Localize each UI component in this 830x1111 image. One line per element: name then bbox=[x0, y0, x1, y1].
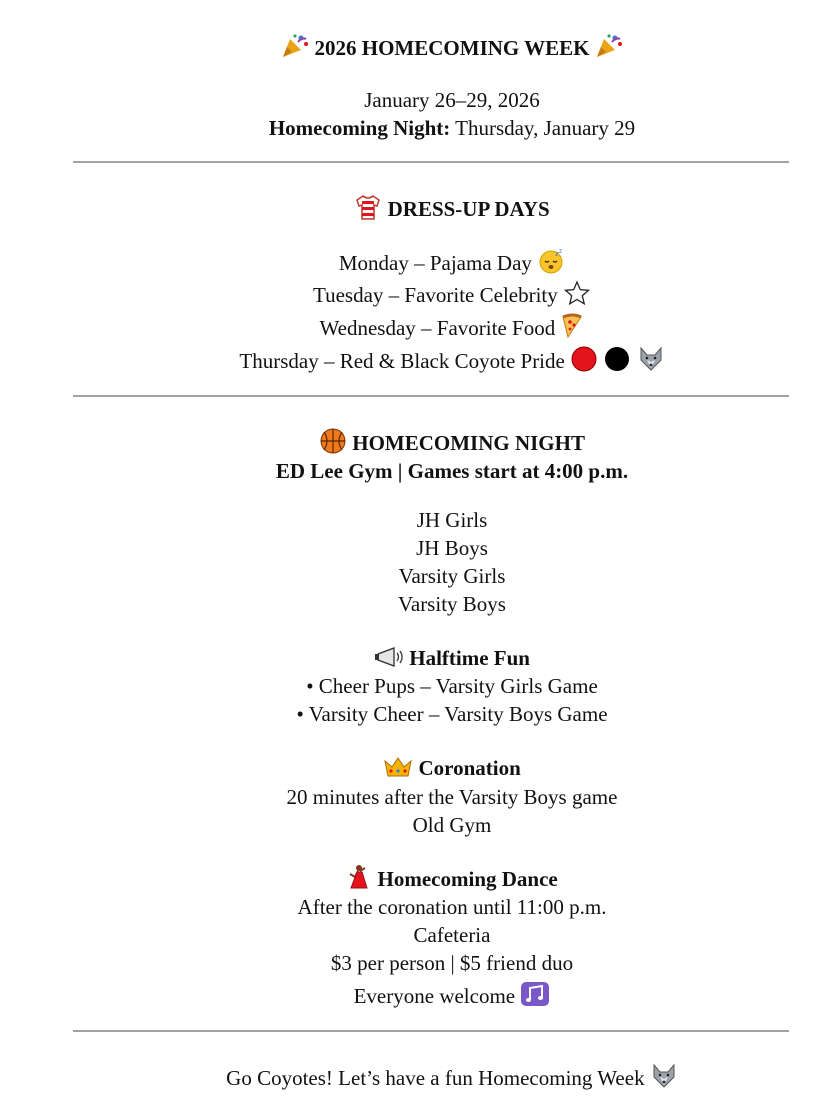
basketball-icon bbox=[319, 428, 347, 454]
coronation-location: Old Gym bbox=[412, 813, 492, 837]
night-heading: HOMECOMING NIGHT bbox=[352, 431, 585, 455]
dress-up-heading: DRESS-UP DAYS bbox=[387, 197, 550, 221]
coronation-time: 20 minutes after the Varsity Boys game bbox=[286, 785, 618, 809]
homecoming-night-date bbox=[73, 114, 830, 142]
section-divider bbox=[73, 1030, 789, 1032]
game-varsity-girls: Varsity Girls bbox=[398, 564, 506, 588]
party-popper-icon bbox=[595, 33, 623, 59]
dance-heading: Homecoming Dance bbox=[377, 867, 558, 891]
megaphone-icon bbox=[374, 645, 404, 669]
list-item bbox=[73, 346, 830, 375]
section-divider bbox=[73, 395, 789, 397]
music-notes-icon bbox=[520, 981, 550, 1007]
crown-icon bbox=[383, 755, 413, 779]
halftime-heading: Halftime Fun bbox=[409, 646, 530, 670]
pizza-icon bbox=[560, 313, 584, 339]
dancer-icon bbox=[346, 864, 372, 890]
homecoming-night-value: Thursday, January 29 bbox=[450, 116, 636, 140]
black-circle-icon bbox=[603, 346, 631, 372]
game-jh-girls: JH Girls bbox=[416, 508, 488, 532]
list-item bbox=[73, 313, 830, 342]
shirt-icon bbox=[354, 194, 382, 220]
game-varsity-boys: Varsity Boys bbox=[398, 592, 506, 616]
dance-welcome-line bbox=[73, 981, 830, 1010]
dance-welcome: Everyone welcome bbox=[353, 984, 516, 1008]
party-popper-icon bbox=[281, 33, 309, 59]
night-heading-line bbox=[73, 428, 830, 457]
svg-text:z: z bbox=[555, 250, 559, 258]
section-divider bbox=[73, 161, 789, 163]
footer-line bbox=[73, 1063, 830, 1092]
list-item bbox=[73, 280, 830, 309]
halftime-item-1: • Cheer Pups – Varsity Girls Game bbox=[306, 674, 598, 698]
svg-text:z: z bbox=[559, 248, 563, 255]
coronation-heading-line bbox=[73, 754, 830, 782]
dress-up-day-wednesday: Wednesday – Favorite Food bbox=[319, 316, 556, 340]
red-circle-icon bbox=[570, 346, 598, 372]
coronation-heading: Coronation bbox=[418, 756, 521, 780]
dress-up-day-thursday: Thursday – Red & Black Coyote Pride bbox=[239, 349, 565, 373]
homecoming-night-label: Homecoming Night: bbox=[268, 116, 451, 140]
dress-up-day-monday: Monday – Pajama Day bbox=[338, 251, 532, 275]
dance-location: Cafeteria bbox=[413, 923, 491, 947]
game-jh-boys: JH Boys bbox=[416, 536, 488, 560]
wolf-icon bbox=[637, 346, 665, 372]
page-title: 2026 HOMECOMING WEEK bbox=[314, 36, 590, 60]
halftime-heading-line bbox=[73, 644, 830, 672]
dress-up-heading-line bbox=[73, 194, 830, 223]
dress-up-day-tuesday: Tuesday – Favorite Celebrity bbox=[312, 283, 558, 307]
event-dates: January 26–29, 2026 bbox=[364, 88, 540, 112]
dance-price: $3 per person | $5 friend duo bbox=[330, 951, 574, 975]
list-item bbox=[73, 248, 830, 277]
night-location: ED Lee Gym | Games start at 4:00 p.m. bbox=[275, 459, 629, 483]
dance-time: After the coronation until 11:00 p.m. bbox=[297, 895, 607, 919]
halftime-item-2: • Varsity Cheer – Varsity Boys Game bbox=[296, 702, 608, 726]
sleeping-face-icon bbox=[537, 248, 565, 274]
wolf-icon bbox=[650, 1063, 678, 1089]
footer-text: Go Coyotes! Let’s have a fun Homecoming Week bbox=[226, 1066, 645, 1090]
star-icon bbox=[563, 280, 591, 306]
title-line bbox=[73, 33, 830, 62]
dance-heading-line bbox=[73, 864, 830, 893]
